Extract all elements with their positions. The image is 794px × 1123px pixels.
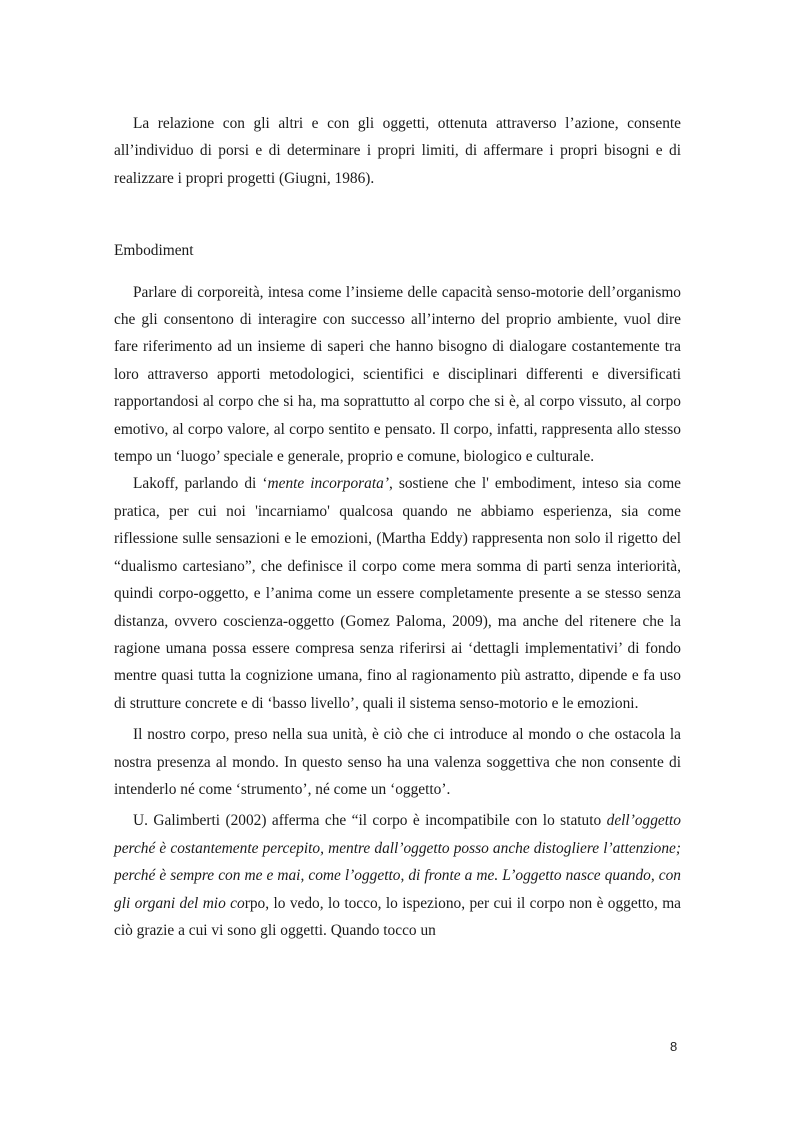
paragraph-corporeita: Parlare di corporeità, intesa come l’insieme delle capacità senso-motorie dell’organismo che gli consentono di interagire con successo all’interno del proprio ambiente, vuol dire fare riferimento ad un insieme di saperi che hanno bisogno di dialogare costantemente tra loro attraverso apporti metodologici, scientifici e disciplinari differenti e diversificati rapportandosi al corpo che si ha, ma soprattutto al corpo che si è, al corpo vissuto, al corpo emotivo, al corpo valore, al corpo sentito e pensato. Il corpo, infatti, rappresenta allo stesso tempo un ‘luogo’ speciale e generale, proprio e comune, biologico e culturale.: [114, 283, 681, 466]
paragraph-galimberti-rest: rpo, lo vedo, lo tocco, lo ispeziono, per cui il corpo non è oggetto, ma ciò grazie a cui vi sono gli oggetti. Quando tocco un: [114, 894, 681, 939]
document-body: [114, 110, 681, 944]
paragraph-galimberti-start: U. Galimberti (2002) afferma che “il corpo è incompatibile con lo statuto: [133, 812, 607, 830]
paragraph-lakoff-start: Lakoff, parlando di ‘: [133, 475, 268, 493]
page-number: 8: [670, 1039, 678, 1054]
paragraph-lakoff-rest: , sostiene che l' embodiment, inteso sia come pratica, per cui noi 'incarniamo' qualcosa quando ne abbiamo esperienza, sia come riflessione sulle sensazioni e le emozioni, (Martha Eddy) rappresenta non solo il rigetto del “dualismo cartesiano”, che definisce il corpo come mera somma di parti senza interiorità, quindi corpo-oggetto, e l’anima come un essere completamente presente a se stesso senza distanza, ovvero coscienza-oggetto (Gomez Paloma, 2009), ma anche del ritenere che la ragione umana possa essere compresa senza riferirsi ai ‘dettagli implementativi’ di fondo mentre quasi tutta la cognizione umana, fino al ragionamento più astratto, dipende e fa uso di strutture concrete e di ‘basso livello’, quali il sistema senso-motorio e le emozioni.: [114, 475, 682, 712]
paragraph-nostro-corpo: Il nostro corpo, preso nella sua unità, è ciò che ci introduce al mondo o che ostacola la nostra presenza al mondo. In questo senso ha una valenza soggettiva che non consente di intenderlo né come ‘strumento’, né come un ‘oggetto’.: [114, 726, 681, 798]
paragraph-lakoff: [114, 470, 681, 717]
section-heading-embodiment: Embodiment: [114, 242, 194, 260]
paragraph-lakoff-italic: mente incorporata’: [267, 475, 389, 493]
paragraph-galimberti: [114, 807, 681, 944]
paragraph-relazione: La relazione con gli altri e con gli oggetti, ottenuta attraverso l’azione, consente all’individuo di porsi e di determinare i propri limiti, di affermare i propri bisogni e di realizzare i propri progetti (Giugni, 1986).: [114, 115, 681, 187]
paragraph-galimberti-italic: dell’oggetto perché è costantemente percepito, mentre dall’oggetto posso anche distogliere l’attenzione; perché è sempre con me e mai, come l’oggetto, di fronte a me. L’oggetto nasce quando, con gli organi del mio co: [114, 812, 681, 912]
